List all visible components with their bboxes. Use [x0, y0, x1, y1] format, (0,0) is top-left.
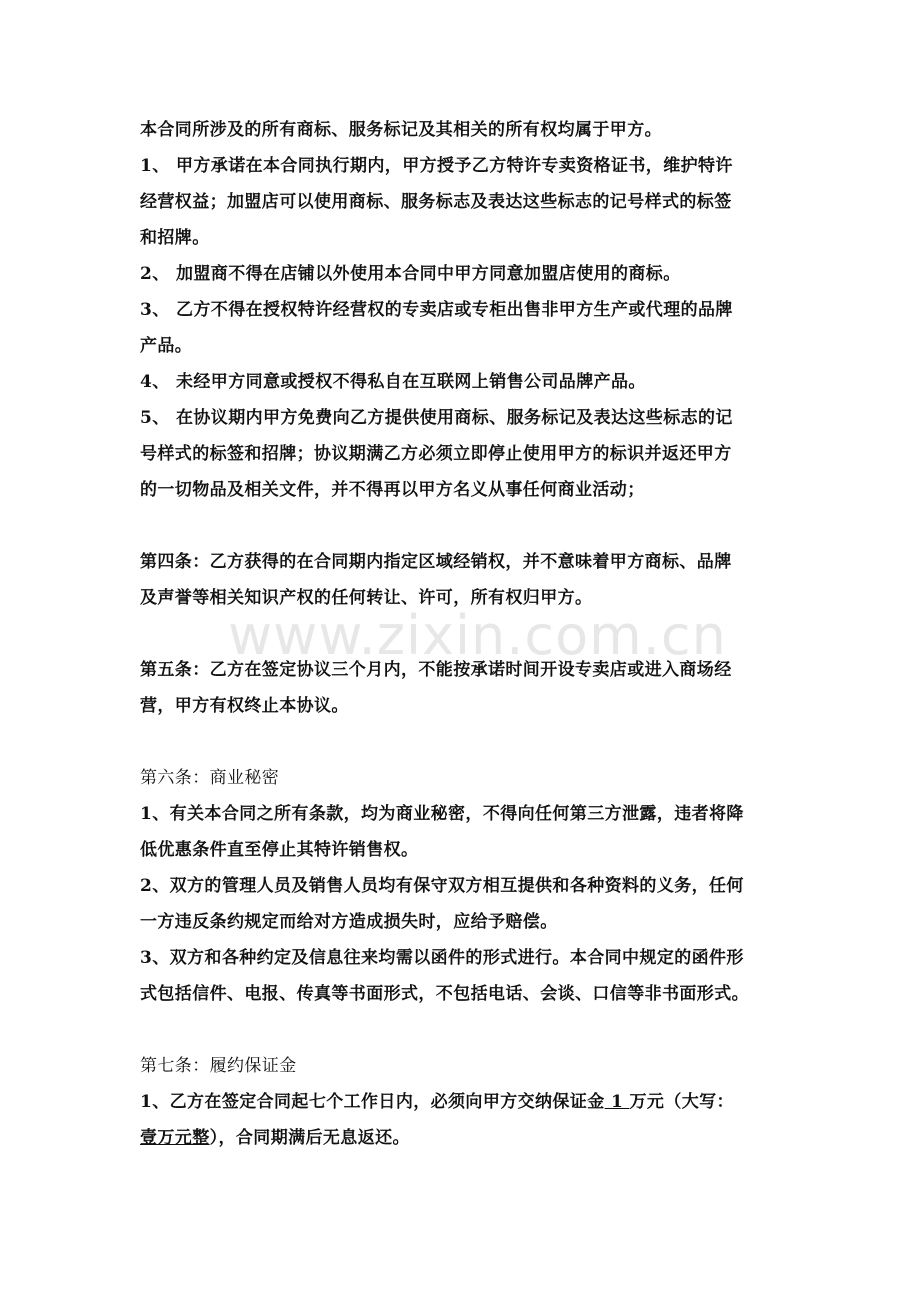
item-number: 4、 — [140, 372, 170, 392]
article4-text: 第四条：乙方获得的在合同期内指定区域经销权，并不意味着甲方商标、品牌 — [140, 552, 732, 572]
item-text: 产品。 — [140, 336, 193, 356]
article7-title: 第七条：履约保证金 — [140, 1056, 297, 1076]
article7-text: ），合同期满后无息返还。 — [209, 1128, 410, 1148]
item-text: 乙方不得在授权特许经营权的专卖店或专柜出售非甲方生产或代理的品牌 — [176, 300, 733, 320]
item-number: 2、 — [140, 264, 170, 284]
article4 — [140, 544, 788, 616]
article6-text: 一方违反条约规定而给对方造成损失时，应给予赔偿。 — [140, 912, 558, 932]
article7-line-1 — [140, 1084, 788, 1120]
article6-text: 1、有关本合同之所有条款，均为商业秘密，不得向任何第三方泄露，违者将降 — [140, 804, 744, 824]
article5-text: 第五条：乙方在签定协议三个月内，不能按承诺时间开设专卖店或进入商场经 — [140, 660, 732, 680]
article6-title: 第六条：商业秘密 — [140, 768, 280, 788]
item-number: 3、 — [140, 300, 170, 320]
article7-text: 1、乙方在签定合同起七个工作日内，必须向甲方交纳保证金 — [140, 1092, 605, 1112]
article6-text: 低优惠条件直至停止其特许销售权。 — [140, 840, 419, 860]
article3-item-2 — [140, 256, 788, 292]
article6-text: 3、双方和各种约定及信息往来均需以函件的形式进行。本合同中规定的函件形 — [140, 948, 744, 968]
item-text: 加盟商不得在店铺以外使用本合同中甲方同意加盟店使用的商标。 — [176, 264, 681, 284]
article7-line-2 — [140, 1120, 788, 1156]
article7-text: 万元（大写： — [629, 1092, 734, 1112]
item-text: 甲方承诺在本合同执行期内，甲方授予乙方特许专卖资格证书，维护特许 — [176, 156, 733, 176]
article5 — [140, 652, 788, 724]
item-text: 未经甲方同意或授权不得私自在互联网上销售公司品牌产品。 — [176, 372, 646, 392]
article3-item-1 — [140, 148, 788, 256]
article3-item-3 — [140, 292, 788, 364]
deposit-amount-words: 壹万元整 — [140, 1128, 210, 1148]
item-text: 号样式的标签和招牌；协议期满乙方必须立即停止使用甲方的标识并返还甲方 — [140, 444, 732, 464]
item-number: 5、 — [140, 408, 170, 428]
article7 — [140, 1048, 788, 1156]
item-text: 和招牌。 — [140, 228, 210, 248]
article4-text: 及声誉等相关知识产权的任何转让、许可，所有权归甲方。 — [140, 588, 593, 608]
article3-item-5 — [140, 400, 788, 508]
article5-text: 营，甲方有权终止本协议。 — [140, 696, 349, 716]
article6 — [140, 760, 788, 1012]
article3-intro: 本合同所涉及的所有商标、服务标记及其相关的所有权均属于甲方。 — [140, 120, 662, 140]
article6-text: 式包括信件、电报、传真等书面形式，不包括电话、会谈、口信等非书面形式。 — [140, 984, 749, 1004]
document-page — [140, 112, 788, 1156]
article6-text: 2、双方的管理人员及销售人员均有保守双方相互提供和各种资料的义务，任何 — [140, 876, 744, 896]
item-number: 1、 — [140, 156, 170, 176]
item-text: 在协议期内甲方免费向乙方提供使用商标、服务标记及表达这些标志的记 — [176, 408, 733, 428]
item-text: 经营权益；加盟店可以使用商标、服务标志及表达这些标志的记号样式的标签 — [140, 192, 732, 212]
article3-item-4 — [140, 364, 788, 400]
deposit-amount: 1 — [604, 1092, 630, 1112]
item-text: 的一切物品及相关文件，并不得再以甲方名义从事任何商业活动； — [140, 480, 645, 500]
watermark: www.zixin.com.cn — [228, 604, 727, 667]
